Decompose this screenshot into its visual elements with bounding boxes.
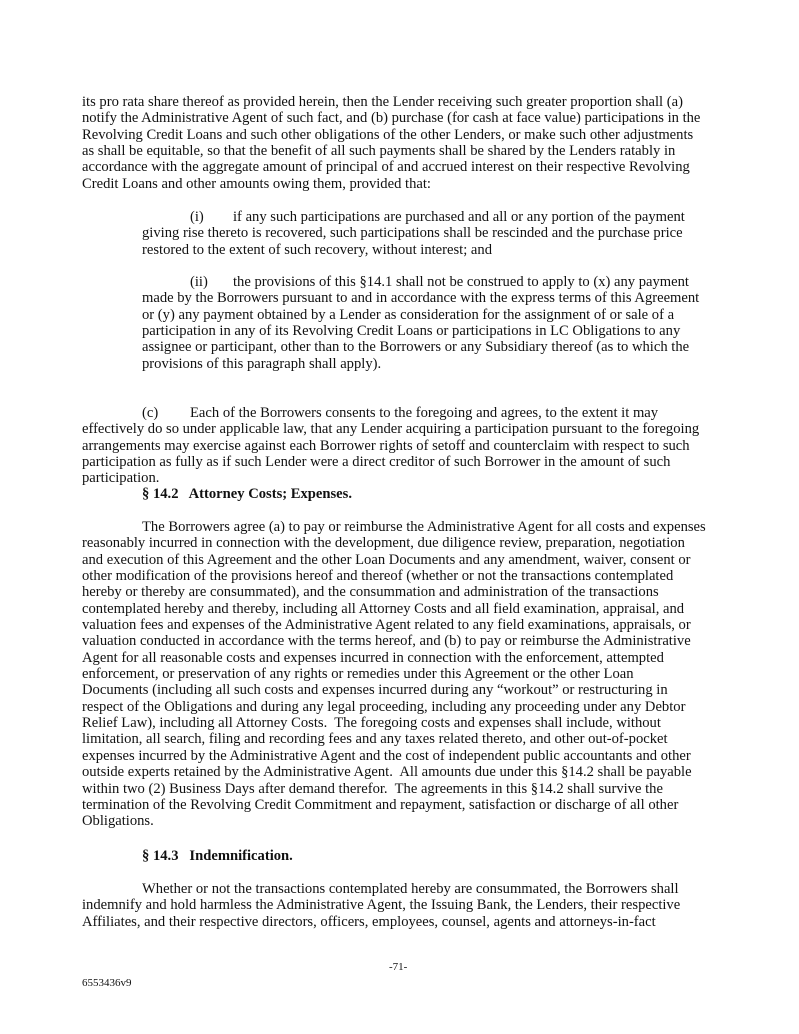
- clause-ii: [82, 274, 722, 372]
- text-line: Whether or not the transactions contemplated hereby are consummated, the Borrowers shall: [142, 881, 679, 897]
- text-line: hereby or thereby are consummated), and the consummation and administration of the transactions: [82, 584, 659, 601]
- text-line: its pro rata share thereof as provided herein, then the Lender receiving such greater proportion shall (a): [82, 94, 683, 110]
- text-line: other modification of the provisions hereof and thereof (whether or not the transactions contemplated: [82, 568, 674, 585]
- clause-i: [82, 209, 722, 258]
- text-line: effectively do so under applicable law, that any Lender acquiring a participation pursuant to the foregoing: [82, 421, 700, 438]
- text-line: limitation, all search, filing and recording fees and any taxes related thereto, and other out-of-pocket: [82, 731, 668, 748]
- text-line: or (y) any payment obtained by a Lender as consideration for the assignment of or sale of a: [142, 306, 675, 323]
- text-line: Obligations.: [82, 813, 154, 830]
- clause-label: (ii): [190, 274, 208, 290]
- page-number: -71-: [389, 961, 408, 973]
- text-line: indemnify and hold harmless the Administrative Agent, the Issuing Bank, the Lenders, their respective: [82, 897, 681, 914]
- clause-text: [82, 274, 722, 372]
- text-line: arrangements may exercise against each Borrower rights of setoff and counterclaim with respect to such: [82, 437, 690, 454]
- text-line: valuation fees and expenses of the Administrative Agent related to any field examinations, appraisals, or: [82, 617, 691, 634]
- text-line: provisions of this paragraph shall apply).: [142, 355, 382, 372]
- clause-label: (i): [190, 209, 204, 225]
- text-line: the provisions of this §14.1 shall not be construed to apply to (x) any payment: [233, 274, 689, 290]
- text-line: Revolving Credit Loans and such other obligations of the other Lenders, or make such other adjustments: [82, 126, 694, 143]
- section-14-3-body: [82, 881, 722, 930]
- text-line: valuation conducted in accordance with the terms hereof, and (b) to pay or reimburse the Administrative: [82, 633, 691, 650]
- text-line: The Borrowers agree (a) to pay or reimburse the Administrative Agent for all costs and expenses: [142, 519, 706, 535]
- text-line: within two (2) Business Days after demand therefor. The agreements in this §14.2 shall survive the: [82, 780, 663, 797]
- clause-c: [82, 405, 722, 487]
- text-line: participation in any of its Revolving Credit Loans or participations in LC Obligations to any: [142, 323, 681, 340]
- clause-text: [82, 405, 722, 487]
- text-line: participation.: [82, 470, 160, 487]
- text-line: as shall be equitable, so that the benefit of all such payments shall be shared by the Lenders ratably in: [82, 143, 676, 160]
- section-14-2-body: [82, 519, 722, 830]
- text-line: reasonably incurred in connection with the development, due diligence review, preparation, negotiation: [82, 535, 685, 552]
- text-line: outside experts retained by the Administrative Agent. All amounts due under this §14.2 shall be payable: [82, 764, 692, 781]
- text-line: notify the Administrative Agent of such fact, and (b) purchase (for cash at face value) participations in the: [82, 110, 701, 127]
- text-line: Each of the Borrowers consents to the foregoing and agrees, to the extent it may: [190, 405, 659, 421]
- text-line: if any such participations are purchased and all or any portion of the payment: [233, 209, 685, 225]
- text-line: contemplated hereby and thereby, including all Attorney Costs and all field examination, appraisal, and: [82, 600, 685, 617]
- section-heading-14-2: § 14.2 Attorney Costs; Expenses.: [142, 486, 352, 502]
- text-line: termination of the Revolving Credit Commitment and repayment, satisfaction or discharge of all other: [82, 796, 679, 813]
- text-line: Documents (including all such costs and expenses incurred during any “workout” or restructuring in: [82, 682, 668, 699]
- section-heading-14-3: § 14.3 Indemnification.: [142, 848, 293, 864]
- document-id: 6553436v9: [82, 977, 132, 989]
- text-line: assignee or participant, other than to the Borrowers or any Subsidiary thereof (as to which the: [142, 339, 690, 356]
- text-line: accordance with the aggregate amount of principal of and accrued interest on their respective Revolving: [82, 159, 690, 176]
- text-line: Relief Law), including all Attorney Costs. The foregoing costs and expenses shall include, without: [82, 715, 661, 732]
- text-line: restored to the extent of such recovery, without interest; and: [142, 241, 493, 258]
- text-line: enforcement, or preservation of any rights or remedies under this Agreement or the other Loan: [82, 666, 634, 683]
- text-line: giving rise thereto is recovered, such participations shall be rescinded and the purchase price: [142, 225, 683, 242]
- text-line: and execution of this Agreement and the other Loan Documents and any amendment, waiver, consent or: [82, 551, 691, 568]
- paragraph-continuation: [82, 94, 722, 192]
- text-line: Affiliates, and their respective directors, officers, employees, counsel, agents and attorneys-in-fact: [82, 913, 656, 930]
- text-line: made by the Borrowers pursuant to and in accordance with the express terms of this Agreement: [142, 290, 700, 307]
- clause-text: [82, 209, 722, 258]
- text-line: Agent for all reasonable costs and expenses incurred in connection with the enforcement, attempted: [82, 649, 664, 666]
- clause-label: (c): [142, 405, 159, 421]
- text-line: Credit Loans and other amounts owing them, provided that:: [82, 175, 431, 192]
- text-line: expenses incurred by the Administrative Agent and the cost of independent public accountants and other: [82, 747, 691, 764]
- text-line: participation as fully as if such Lender were a direct creditor of such Borrower in the amount of such: [82, 454, 671, 471]
- text-line: respect of the Obligations and during any legal proceeding, including any proceeding under any Debtor: [82, 698, 686, 715]
